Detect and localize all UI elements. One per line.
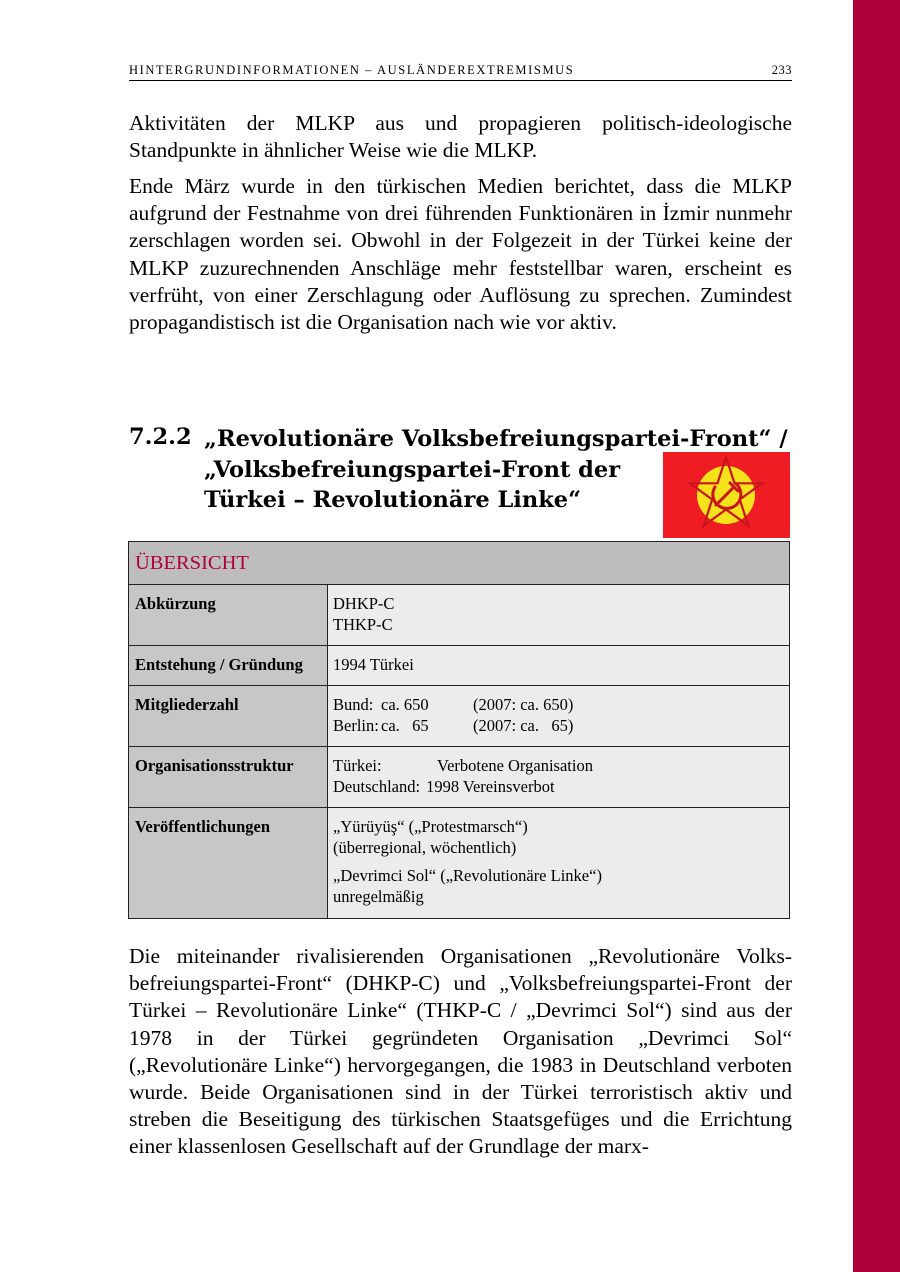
- members-previous: (2007: ca. 650): [473, 695, 574, 714]
- publication-frequency: (überregional, wöchentlich): [333, 837, 517, 857]
- dhkp-c-flag-image: [663, 452, 790, 538]
- paragraph-organisations-origin: Die miteinander rivalisierenden Organisationen „Revolutionäre Volksbefreiungspartei-Front“ (DHKP-C) und „Volksbefreiungspartei-Front der Türkei – Revolutionäre Linke“ (THKP-C / „Devrimci Sol“) sind aus der 1978 in der Türkei gegründeten Organisation „Devrimci Sol“ („Revolutionäre Linke“) hervorgegangen, die 1983 in Deutschland verboten wurde. Beide Organisationen sind in der Türkei terroristisch aktiv und streben die Beseitigung des türkischen Staatsgefüges und die Errichtung einer klassenlosen Gesellschaft auf der Grundlage der marx-: [129, 944, 792, 1159]
- members-bund: [333, 695, 789, 716]
- org-deutschland: [333, 777, 789, 798]
- value-line: THKP-C: [333, 614, 393, 634]
- members-count: ca. 650: [381, 695, 429, 714]
- table-row: [129, 585, 790, 646]
- section-title: [204, 424, 788, 516]
- overview-heading: ÜBERSICHT: [129, 542, 790, 585]
- value-entstehung: [328, 646, 790, 686]
- paragraph-mlkp-status: Ende März wurde in den türkischen Medien berichtet, dass die MLKP aufgrund der Festnahme von drei führenden Funktionären in İzmir nunmehr zerschlagen worden sei. Obwohl in der Folgezeit in der Türkei keine der MLKP zuzurechnenden Anschläge mehr feststellbar waren, erscheint es verfrüht, von einer Zerschlagung oder Auflösung zu sprechen. Zumindest propagandistisch ist die Organisation nach wie vor aktiv.: [129, 174, 792, 335]
- members-region: Bund:: [333, 695, 374, 714]
- members-previous: (2007: ca. 65): [473, 715, 574, 735]
- overview-table: [128, 541, 790, 919]
- page-side-bar: [853, 0, 900, 1272]
- running-header-title: HINTERGRUNDINFORMATIONEN – AUSLÄNDEREXTREMISMUS: [129, 63, 575, 77]
- org-status: 1998 Vereinsverbot: [426, 776, 555, 796]
- publication-frequency: unregelmäßig: [333, 886, 424, 906]
- table-row: [129, 646, 790, 686]
- org-status: Verbotene Organisation: [437, 756, 593, 775]
- section-title-line: „Volksbefreiungspartei-Front der: [204, 456, 621, 483]
- page-number: 233: [771, 63, 792, 77]
- running-header: [129, 62, 792, 81]
- label-organisationsstruktur: Organisationsstruktur: [129, 747, 328, 808]
- label-veroeffentlichungen: Veröffentlichungen: [129, 808, 328, 919]
- value-line: 1994 Türkei: [333, 655, 414, 674]
- publication-title: „Devrimci Sol“ („Revolutionäre Linke“): [333, 866, 602, 885]
- value-veroeffentlichungen: [328, 808, 790, 919]
- org-country: Türkei:: [333, 756, 382, 775]
- section-title-line: „Revolutionäre Volksbefreiungspartei-Front“ /: [204, 426, 788, 452]
- paragraph-mlkp-activities: Aktivitäten der MLKP aus und propagieren politisch-ideologische Standpunkte in ähnlicher Weise wie die MLKP.: [129, 111, 792, 163]
- label-abkuerzung: Abkürzung: [129, 585, 328, 646]
- label-mitgliederzahl: Mitgliederzahl: [129, 686, 328, 747]
- table-row: [129, 686, 790, 747]
- publication-devrimci-sol: [333, 866, 789, 907]
- org-tuerkei: [333, 756, 789, 777]
- members-berlin: [333, 716, 789, 737]
- section-number: 7.2.2: [129, 424, 192, 450]
- section-title-line: Türkei – Revolutionäre Linke“: [204, 487, 582, 513]
- publication-yuruyus: [333, 817, 789, 858]
- members-region: Berlin:: [333, 715, 379, 735]
- value-line: DHKP-C: [333, 594, 395, 613]
- members-count: ca. 65: [381, 715, 429, 735]
- org-country: Deutschland:: [333, 776, 421, 796]
- value-abkuerzung: [328, 585, 790, 646]
- value-mitgliederzahl: [328, 686, 790, 747]
- publication-title: „Yürüyüş“ („Protestmarsch“): [333, 817, 528, 836]
- table-row: [129, 747, 790, 808]
- table-row: [129, 808, 790, 919]
- label-entstehung: Entstehung / Gründung: [129, 646, 328, 686]
- value-organisationsstruktur: [328, 747, 790, 808]
